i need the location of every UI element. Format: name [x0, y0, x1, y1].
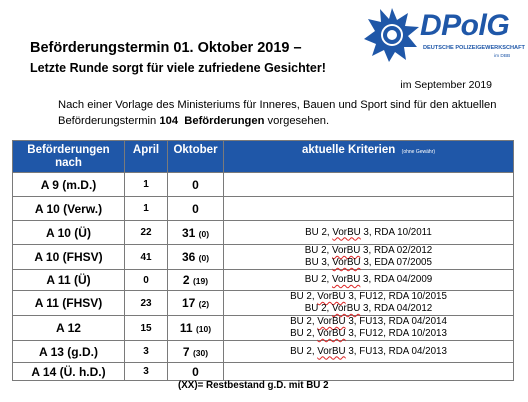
october-value: 17: [181, 296, 196, 310]
intro-paragraph: [58, 97, 508, 129]
cell-grade: A 10 (FHSV): [13, 245, 125, 270]
criteria-text: 3, FU12, RDA 10/2013: [345, 328, 447, 339]
intro-bold-word: Beförderungen: [184, 115, 265, 127]
document-title: Beförderungstermin 01. Oktober 2019 –: [30, 40, 302, 56]
criteria-line: [224, 291, 513, 303]
october-value: 31: [181, 225, 196, 240]
cell-october: [168, 363, 224, 381]
cell-grade: A 10 (Verw.): [13, 197, 125, 221]
criteria-vorbu: VorBU: [332, 226, 361, 238]
october-value: 0: [192, 364, 199, 379]
logo-subtitle: DEUTSCHE POLIZEIGEWERKSCHAFT: [423, 45, 525, 51]
october-value: 0: [192, 201, 199, 216]
table-row: [13, 341, 514, 363]
table-row: [13, 316, 514, 341]
cell-april: 3: [125, 363, 168, 381]
october-rest: (0): [198, 253, 210, 263]
document-date: im September 2019: [400, 79, 492, 91]
criteria-text: 3, FU13, RDA 04/2013: [345, 345, 447, 357]
cell-april: 1: [125, 197, 168, 221]
cell-grade: A 14 (Ü. h.D.): [13, 363, 125, 381]
table-row: [13, 197, 514, 221]
document-subtitle: Letzte Runde sorgt für viele zufriedene Gesichter!: [30, 61, 326, 75]
cell-criteria: [224, 197, 514, 221]
criteria-vorbu: VorBU: [317, 345, 346, 357]
cell-grade: A 11 (FHSV): [13, 291, 125, 316]
cell-grade: A 9 (m.D.): [13, 173, 125, 197]
cell-criteria: [224, 270, 514, 291]
criteria-line: [224, 274, 513, 286]
october-rest: (2): [198, 299, 210, 309]
criteria-vorbu: VorBU: [317, 291, 346, 302]
criteria-vorbu: VorBU: [332, 245, 361, 256]
cell-april: 1: [125, 173, 168, 197]
table-row: [13, 291, 514, 316]
cell-april: 41: [125, 245, 168, 270]
criteria-text: BU 3,: [305, 257, 333, 268]
criteria-line: [224, 346, 513, 358]
criteria-line: [224, 328, 513, 340]
header-criteria-note: (ohne Gewähr): [401, 149, 436, 155]
criteria-line: [224, 257, 513, 269]
table-row: [13, 270, 514, 291]
cell-april: 3: [125, 341, 168, 363]
criteria-text: 3, RDA 04/2012: [360, 303, 433, 314]
logo-subtitle-2: im DBB: [494, 54, 511, 59]
criteria-vorbu: VorBU: [332, 274, 361, 285]
cell-criteria: [224, 221, 514, 245]
criteria-text: 3, RDA 02/2012: [360, 245, 433, 256]
criteria-text: BU 2,: [290, 291, 318, 302]
october-value: 7: [182, 344, 190, 359]
criteria-text: BU 2,: [290, 328, 318, 339]
logo-wordmark: DPolG: [420, 9, 510, 42]
table-row: [13, 245, 514, 270]
cell-grade: A 11 (Ü): [13, 270, 125, 291]
criteria-text: BU 2,: [304, 274, 332, 285]
criteria-text: 3, RDA 10/2011: [360, 226, 432, 238]
footer-note: (XX)= Restbestand g.D. mit BU 2: [178, 380, 329, 391]
header-october: Oktober: [168, 141, 224, 173]
cell-october: [168, 341, 224, 363]
criteria-text: 3, RDA 04/2009: [360, 274, 433, 285]
october-value: 2: [182, 273, 190, 287]
criteria-line: [224, 316, 513, 328]
table-row: [13, 221, 514, 245]
header-criteria-label: aktuelle Kriterien: [301, 144, 396, 156]
cell-grade: A 12: [13, 316, 125, 341]
criteria-text: BU 2,: [290, 316, 318, 327]
october-rest: (19): [192, 276, 209, 286]
october-value: 36: [181, 250, 196, 264]
cell-criteria: [224, 316, 514, 341]
cell-october: [168, 245, 224, 270]
criteria-text: BU 2,: [305, 226, 333, 238]
cell-criteria: [224, 363, 514, 381]
criteria-text: BU 2,: [290, 345, 318, 357]
criteria-text: 3, FU12, RDA 10/2015: [345, 291, 447, 302]
criteria-vorbu: VorBU: [317, 316, 346, 327]
criteria-text: 3, FU13, RDA 04/2014: [345, 316, 447, 327]
cell-criteria: [224, 173, 514, 197]
october-rest: (30): [192, 347, 209, 358]
october-value: 0: [192, 177, 199, 192]
table-row: [13, 173, 514, 197]
promotion-table: [12, 140, 514, 381]
criteria-vorbu: VorBU: [317, 328, 346, 339]
cell-october: [168, 173, 224, 197]
header-april: April: [125, 141, 168, 173]
header-grade: Beförderungen nach: [13, 141, 125, 173]
criteria-line: [224, 227, 513, 239]
october-rest: (10): [195, 324, 212, 334]
cell-october: [168, 291, 224, 316]
cell-october: [168, 197, 224, 221]
october-rest: (0): [198, 228, 210, 239]
intro-text: Nach einer Vorlage des Ministeriums für Inneres, Bauen und Sport sind für den aktuellen Beförderungstermin: [58, 99, 497, 127]
october-value: 11: [179, 321, 193, 335]
cell-criteria: [224, 291, 514, 316]
criteria-text: 3, EDA 07/2005: [360, 257, 432, 268]
cell-grade: A 10 (Ü): [13, 221, 125, 245]
criteria-vorbu: VorBU: [332, 257, 361, 268]
header-criteria: [224, 141, 514, 173]
table-row: [13, 363, 514, 381]
cell-october: [168, 316, 224, 341]
intro-text-end: vorgesehen.: [264, 115, 330, 127]
criteria-line: [224, 303, 513, 315]
cell-grade: A 13 (g.D.): [13, 341, 125, 363]
cell-criteria: [224, 245, 514, 270]
cell-april: 0: [125, 270, 168, 291]
cell-april: 23: [125, 291, 168, 316]
criteria-text: BU 2,: [304, 245, 332, 256]
cell-criteria: [224, 341, 514, 363]
cell-october: [168, 270, 224, 291]
intro-count: 104: [159, 115, 179, 127]
criteria-text: BU 2,: [304, 303, 332, 314]
cell-april: 22: [125, 221, 168, 245]
cell-october: [168, 221, 224, 245]
cell-april: 15: [125, 316, 168, 341]
criteria-vorbu: VorBU: [332, 303, 361, 314]
criteria-line: [224, 245, 513, 257]
